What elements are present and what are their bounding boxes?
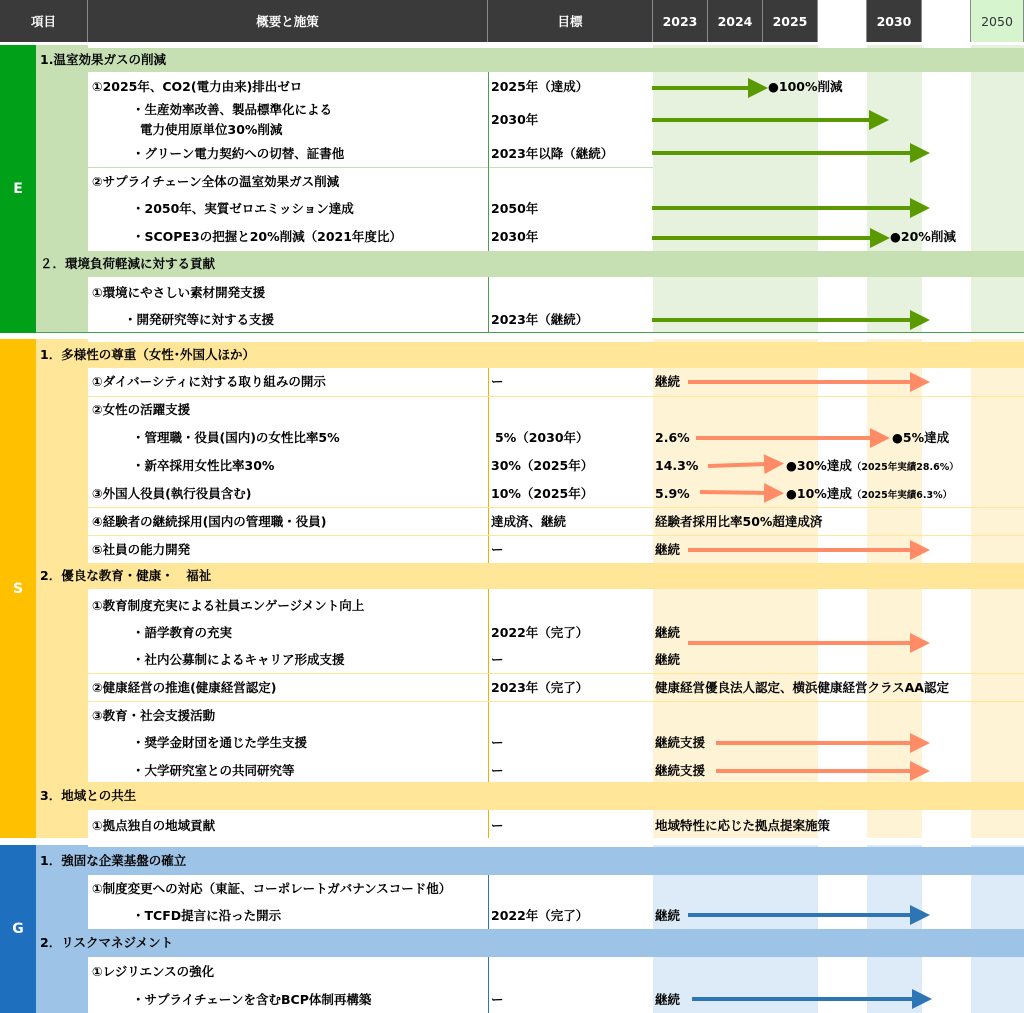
s-r7-text: ⑤社員の能力開発 — [92, 542, 191, 557]
e-r3-text: ・グリーン電力契約への切替、証書他 — [132, 146, 345, 161]
e-r4-text: ②サプライチェーン全体の温室効果ガス削減 — [92, 174, 340, 189]
g-r1-text: ①制度変更への対応（東証、コーポレートガバナンスコード他） — [92, 881, 452, 896]
s-r4-status: 14.3% — [655, 458, 699, 473]
s-group-3 — [36, 782, 1024, 810]
section-g — [0, 845, 1024, 1013]
s-r4-target: 30%（2025年） — [491, 458, 594, 473]
e-divider-1 — [88, 167, 653, 168]
s-r11-status: 健康経営優良法人認定、横浜健康経営クラスAA認定 — [655, 680, 949, 695]
e-group-1-title: 1.温室効果ガスの削減 — [40, 52, 166, 67]
g-group-1-title: 1．強固な企業基盤の確立 — [40, 853, 187, 868]
s-r7-target: ー — [491, 542, 504, 557]
s-r1-text: ①ダイバーシティに対する取り組みの開示 — [92, 374, 326, 389]
s-r10-status: 継続 — [655, 652, 681, 667]
g-r2-target: 2022年（完了） — [491, 908, 589, 923]
s-group-1-title: 1．多様性の尊重（女性･外国人ほか） — [40, 347, 255, 362]
s-r4-note: （2025年実績28.6%） — [851, 462, 959, 473]
e-timeline-2050 — [971, 45, 1024, 333]
e-r1-text: ①2025年、CO2(電力由来)排出ゼロ — [92, 79, 303, 94]
s-r5-mark-group — [786, 485, 952, 505]
s-r11-text: ②健康経営の推進(健康経営認定) — [92, 680, 277, 695]
e-r3-target: 2023年以降（継続） — [491, 146, 614, 161]
e-r1-target: 2025年（達成） — [491, 79, 589, 94]
s-r4-mark-group — [786, 457, 959, 477]
s-r5-target: 10%（2025年） — [491, 486, 594, 501]
e-r8-target: 2023年（継続） — [491, 312, 589, 327]
e-r1-mark: ●100%削減 — [768, 79, 843, 94]
e-col-line-1 — [488, 72, 489, 251]
e-r6-target: 2030年 — [491, 229, 539, 244]
e-r6-mark: ●20%削減 — [890, 229, 956, 244]
s-group-2 — [36, 563, 1024, 589]
e-r2-text2: 電力使用原単位30%削減 — [140, 122, 283, 137]
e-group-2 — [36, 251, 1024, 277]
s-r6-status: 経験者採用比率50%超達成済 — [655, 514, 823, 529]
e-r2-target: 2030年 — [491, 112, 539, 127]
s-r15-status: 地域特性に応じた拠点提案施策 — [655, 818, 831, 833]
s-r6-target: 達成済、継続 — [491, 514, 567, 529]
e-r5-text: ・2050年、実質ゼロエミッション達成 — [132, 201, 354, 216]
s-r9-status: 継続 — [655, 625, 681, 640]
s-r13-target: ー — [491, 735, 504, 750]
header-2030: 2030 — [867, 0, 922, 42]
s-div-3 — [88, 535, 1024, 536]
s-r8-text: ①教育制度充実による社員エンゲージメント向上 — [92, 598, 365, 613]
s-div-2 — [88, 507, 1024, 508]
s-r1-status: 継続 — [655, 374, 681, 389]
e-r5-target: 2050年 — [491, 201, 539, 216]
s-r9-text: ・語学教育の充実 — [132, 625, 233, 640]
header-target: 目標 — [488, 0, 653, 42]
s-div-5 — [88, 701, 1024, 702]
e-left-fill — [36, 45, 88, 333]
s-r5-status: 5.9% — [655, 486, 690, 501]
s-r3-text: ・管理職・役員(国内)の女性比率5% — [132, 430, 340, 445]
g-label-bar: G — [0, 845, 36, 1013]
e-col-line-2 — [488, 277, 489, 333]
g-r4-text: ・サプライチェーンを含むBCP体制再構築 — [132, 992, 372, 1007]
e-label-bar: E — [0, 45, 36, 333]
table-header — [0, 0, 1024, 42]
e-group-2-title: ２．環境負荷軽減に対する貢献 — [40, 256, 216, 271]
s-div-1 — [88, 396, 1024, 397]
s-r3-target: 5%（2030年） — [495, 430, 589, 445]
g-group-2-title: 2．リスクマネジメント — [40, 935, 174, 950]
s-r10-text: ・社内公募制によるキャリア形成支援 — [132, 652, 345, 667]
s-col-line-2 — [488, 589, 489, 782]
s-div-4 — [88, 673, 1024, 674]
e-timeline-2030 — [867, 45, 922, 333]
s-group-2-title: 2．優良な教育・健康・ 福祉 — [40, 568, 212, 583]
s-r3-mark: ●5%達成 — [892, 430, 950, 445]
s-r5-mark: ●10%達成 — [786, 486, 852, 501]
header-overview: 概要と施策 — [88, 0, 488, 42]
s-r7-status: 継続 — [655, 542, 681, 557]
header-2025: 2025 — [763, 0, 818, 42]
s-r14-status: 継続支援 — [655, 763, 706, 778]
g-r4-status: 継続 — [655, 992, 681, 1007]
s-r6-text: ④経験者の継続採用(国内の管理職・役員) — [92, 514, 327, 529]
s-r5-text: ③外国人役員(執行役員含む) — [92, 486, 252, 501]
header-2050: 2050 — [971, 0, 1024, 42]
e-r8-text: ・開発研究等に対する支援 — [124, 312, 275, 327]
g-group-1 — [36, 847, 1024, 875]
g-group-2 — [36, 929, 1024, 957]
s-r15-text: ①拠点独自の地域貢献 — [92, 818, 216, 833]
g-r2-status: 継続 — [655, 908, 681, 923]
g-r2-text: ・TCFD提言に沿った開示 — [132, 908, 282, 923]
s-r2-text: ②女性の活躍支援 — [92, 402, 191, 417]
s-col-line-3 — [488, 810, 489, 838]
g-col-line-2 — [488, 957, 489, 1013]
s-r9-target: 2022年（完了） — [491, 625, 589, 640]
s-group-3-title: 3．地域との共生 — [40, 788, 137, 803]
e-bottom-line — [36, 332, 1024, 333]
s-label-bar: S — [0, 339, 36, 838]
header-blank-1 — [818, 0, 867, 42]
header-blank-2 — [922, 0, 971, 42]
s-r12-text: ③教育・社会支援活動 — [92, 708, 216, 723]
header-2024: 2024 — [708, 0, 763, 42]
s-r11-target: 2023年（完了） — [491, 680, 589, 695]
s-r4-mark: ●30%達成 — [786, 458, 852, 473]
s-r13-text: ・奨学金財団を通じた学生支援 — [132, 735, 308, 750]
e-group-1 — [36, 48, 1024, 72]
header-item: 項目 — [0, 0, 88, 42]
s-r15-target: ー — [491, 818, 504, 833]
s-r13-status: 継続支援 — [655, 735, 706, 750]
s-r3-status: 2.6% — [655, 430, 690, 445]
s-group-1 — [36, 342, 1024, 368]
s-r1-target: ー — [491, 374, 504, 389]
s-r14-target: ー — [491, 763, 504, 778]
e-r7-text: ①環境にやさしい素材開発支援 — [92, 285, 266, 300]
header-2023: 2023 — [653, 0, 708, 42]
s-r10-target: ー — [491, 652, 504, 667]
g-r3-text: ①レジリエンスの強化 — [92, 964, 215, 979]
s-col-line-1 — [488, 368, 489, 563]
e-r6-text: ・SCOPE3の把握と20%削減（2021年度比） — [132, 229, 402, 244]
s-r4-text: ・新卒採用女性比率30% — [132, 458, 275, 473]
g-r4-target: ー — [491, 992, 504, 1007]
e-r2-text1: ・生産効率改善、製品標準化による — [132, 102, 333, 117]
g-col-line-1 — [488, 875, 489, 929]
s-r14-text: ・大学研究室との共同研究等 — [132, 763, 295, 778]
s-r5-note: （2025年実績6.3%） — [851, 490, 953, 501]
